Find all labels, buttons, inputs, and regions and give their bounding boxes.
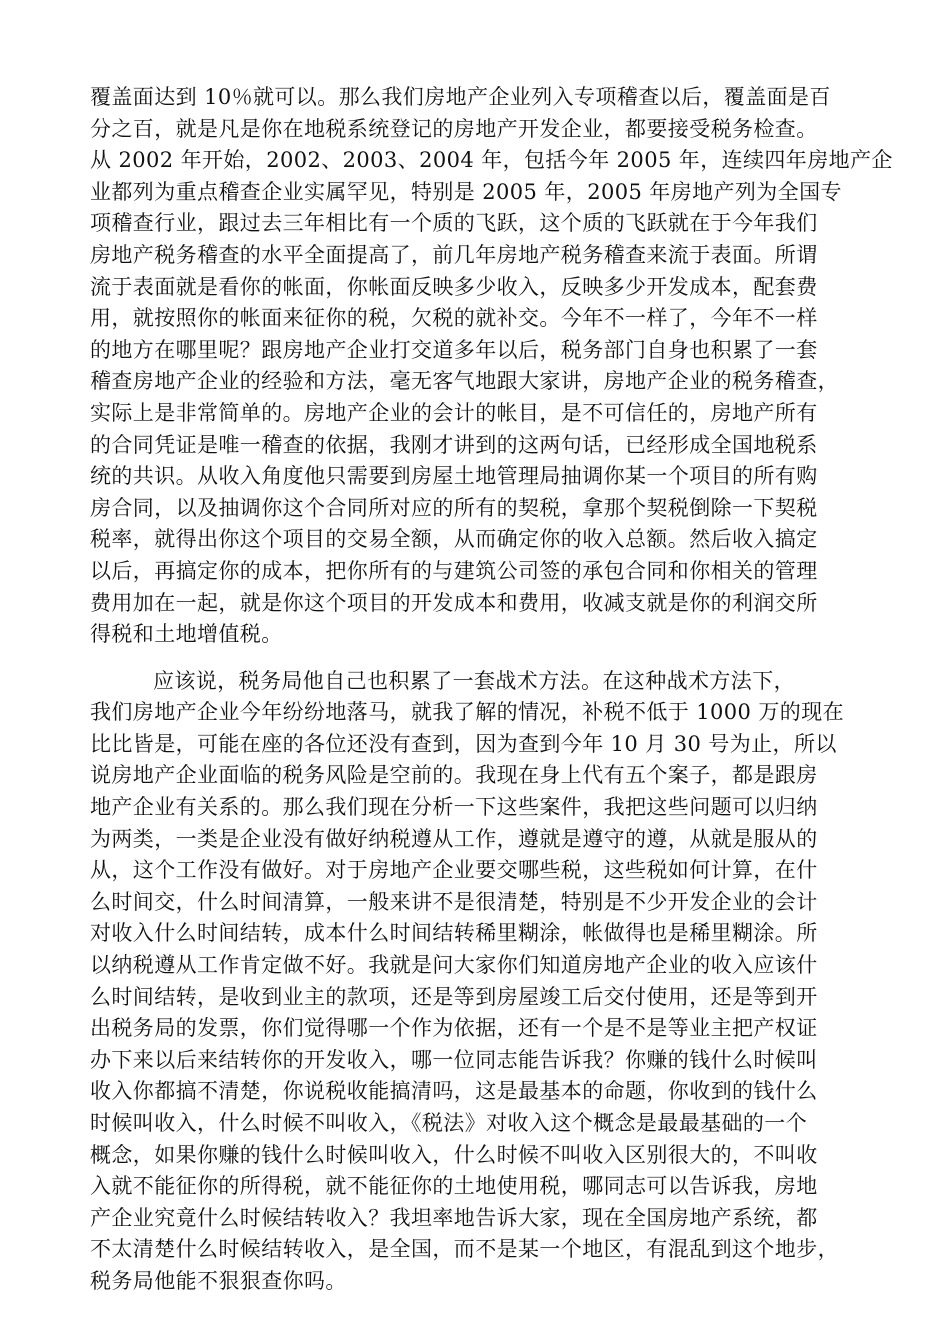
text-line: 以后，再搞定你的成本，把你所有的与建筑公司签的承包合同和你相关的管理 [90,558,818,583]
paragraph-2 [90,666,866,1298]
text-line: 办下来以后来结转你的开发收入，哪一位同志能告诉我？你赚的钱什么时候叫 [90,1047,818,1072]
text-line: 出税务局的发票，你们觉得哪一个作为依据，还有一个是不是等业主把产权证 [90,1016,818,1041]
text-line: 分之百，就是凡是你在地税系统登记的房地产开发企业，都要接受税务检查。 [90,116,818,141]
text-line: 房合同，以及抽调你这个合同所对应的所有的契税，拿那个契税倒除一下契税 [90,495,818,520]
text-line: 说房地产企业面临的税务风险是空前的。我现在身上代有五个案子，都是跟房 [90,763,818,788]
text-line: 地产企业有关系的。那么我们现在分析一下这些案件，我把这些问题可以归纳 [90,795,818,820]
text-line: 统的共识。从收入角度他只需要到房屋土地管理局抽调你某一个项目的所有购 [90,464,818,489]
text-line: 从，这个工作没有做好。对于房地产企业要交哪些税，这些税如何计算，在什 [90,858,818,883]
text-line: 么时间交，什么时间清算，一般来讲不是很清楚，特别是不少开发企业的会计 [90,889,818,914]
text-line: 税率，就得出你这个项目的交易全额，从而确定你的收入总额。然后收入搞定 [90,527,818,552]
text-line: 覆盖面达到 10％就可以。那么我们房地产企业列入专项稽查以后，覆盖面是百 [90,85,831,109]
text-line: 收入你都搞不清楚，你说税收能搞清吗，这是最基本的命题，你收到的钱什么 [90,1079,818,1104]
text-line: 得税和土地增值税。 [90,622,283,647]
document-page [90,82,893,1298]
text-line: 应该说，税务局他自己也积累了一套战术方法。在这种战术方法下， [153,668,795,693]
text-line: 税务局他能不狠狠查你吗。 [90,1268,347,1293]
text-line: 时候叫收入，什么时候不叫收入，《税法》对收入这个概念是最最基础的一个 [90,1111,808,1135]
text-line: 对收入什么时间结转，成本什么时间结转稀里糊涂，帐做得也是稀里糊涂。所 [90,921,818,946]
text-line: 概念，如果你赚的钱什么时候叫收入，什么时候不叫收入区别很大的，不叫收 [90,1142,818,1167]
text-line: 比比皆是，可能在座的各位还没有查到，因为查到今年 10 月 30 号为止，所以 [90,731,837,756]
text-line: 项稽查行业，跟过去三年相比有一个质的飞跃，这个质的飞跃就在于今年我们 [90,211,818,236]
text-line: 的地方在哪里呢？跟房地产企业打交道多年以后，税务部门自身也积累了一套 [90,337,818,362]
text-line: 从 2002 年开始，2002、2003、2004 年，包括今年 2005 年，连续四年房地产企 [90,148,893,173]
text-line: 费用加在一起，就是你这个项目的开发成本和费用，收减支就是你的利润交所 [90,590,818,615]
text-line: 业都列为重点稽查企业实属罕见，特别是 2005 年，2005 年房地产列为全国专 [90,179,842,204]
text-line: 么时间结转，是收到业主的款项，还是等到房屋竣工后交付使用，还是等到开 [90,984,818,1009]
text-line: 入就不能征你的所得税，就不能征你的土地使用税，哪同志可以告诉我，房地 [90,1174,818,1199]
text-line: 为两类，一类是企业没有做好纳税遵从工作，遵就是遵守的遵，从就是服从的 [90,826,818,851]
paragraph-1 [90,82,893,651]
text-line: 不太清楚什么时候结转收入，是全国，而不是某一个地区，有混乱到这个地步， [90,1237,839,1262]
text-line: 的合同凭证是唯一稽查的依据，我刚才讲到的这两句话，已经形成全国地税系 [90,432,818,457]
text-line: 流于表面就是看你的帐面，你帐面反映多少收入，反映多少开发成本，配套费 [90,274,818,299]
text-line: 用，就按照你的帐面来征你的税，欠税的就补交。今年不一样了，今年不一样 [90,306,818,331]
text-line: 房地产税务稽查的水平全面提高了，前几年房地产税务稽查来流于表面。所谓 [90,242,818,267]
text-line: 实际上是非常简单的。房地产企业的会计的帐目，是不可信任的，房地产所有 [90,400,818,425]
text-line: 产企业究竟什么时候结转收入？我坦率地告诉大家，现在全国房地产系统，都 [90,1205,818,1230]
text-line: 我们房地产企业今年纷纷地落马，就我了解的情况，补税不低于 1000 万的现在 [90,700,844,725]
text-line: 以纳税遵从工作肯定做不好。我就是问大家你们知道房地产企业的收入应该什 [90,953,818,978]
text-line: 稽查房地产企业的经验和方法，毫无客气地跟大家讲，房地产企业的税务稽查， [90,369,839,394]
